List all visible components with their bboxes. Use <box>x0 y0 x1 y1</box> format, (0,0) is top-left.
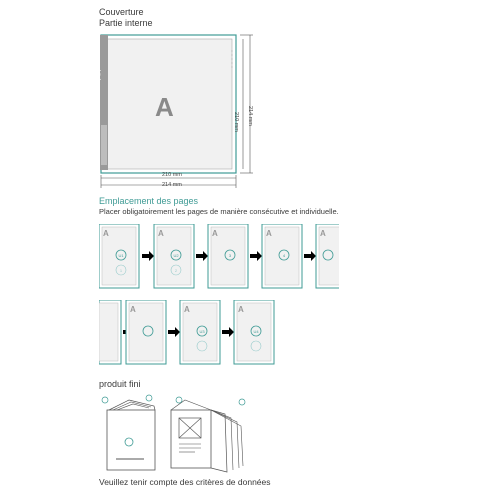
placement-subtitle: Placer obligatoirement les pages de manière consécutive et individuelle. <box>99 207 339 216</box>
svg-text:U2: U2 <box>173 253 179 258</box>
svg-text:A: A <box>212 229 218 238</box>
page-row-2 <box>99 300 289 366</box>
spine-label-bottom: Colle <box>96 138 101 148</box>
finished-title: produit fini <box>99 379 141 389</box>
svg-text:1: 1 <box>119 268 123 273</box>
svg-text:U1: U1 <box>118 253 124 258</box>
svg-text:A: A <box>130 305 136 314</box>
arrow-icon <box>142 251 154 261</box>
title-couverture: Couverture <box>99 7 144 17</box>
svg-text:U4: U4 <box>253 329 259 334</box>
dim-outer-height: 214 mm <box>247 106 253 126</box>
page-thumb <box>99 224 139 288</box>
cover-diagram <box>95 30 270 195</box>
svg-text:A: A <box>266 229 272 238</box>
svg-text:2: 2 <box>174 268 178 273</box>
svg-text:3: 3 <box>228 253 232 258</box>
finished-product-illustration <box>99 392 269 474</box>
placement-title: Emplacement des pages <box>99 196 199 206</box>
title-partie-interne: Partie interne <box>99 18 153 28</box>
svg-text:A: A <box>158 229 164 238</box>
dim-inner-height: 210 mm <box>233 112 239 132</box>
svg-text:A: A <box>103 229 109 238</box>
cover-letter: A <box>155 92 174 122</box>
finished-note: Veuillez tenir compte des critères de données <box>99 477 271 487</box>
spine-label-top: [M_T] <box>96 69 101 80</box>
dim-outer-width: 214 mm <box>162 182 182 188</box>
arrow-icon <box>196 251 208 261</box>
svg-text:A: A <box>238 305 244 314</box>
svg-text:A: A <box>184 305 190 314</box>
arrow-icon <box>304 251 316 261</box>
svg-text:4: 4 <box>282 253 286 258</box>
svg-text:A: A <box>320 229 326 238</box>
page-row-1 <box>99 224 339 290</box>
arrow-icon <box>250 251 262 261</box>
svg-text:U3: U3 <box>199 329 205 334</box>
arrow-icon <box>168 327 180 337</box>
arrow-icon <box>222 327 234 337</box>
dim-inner-width: 210 mm <box>162 172 182 178</box>
